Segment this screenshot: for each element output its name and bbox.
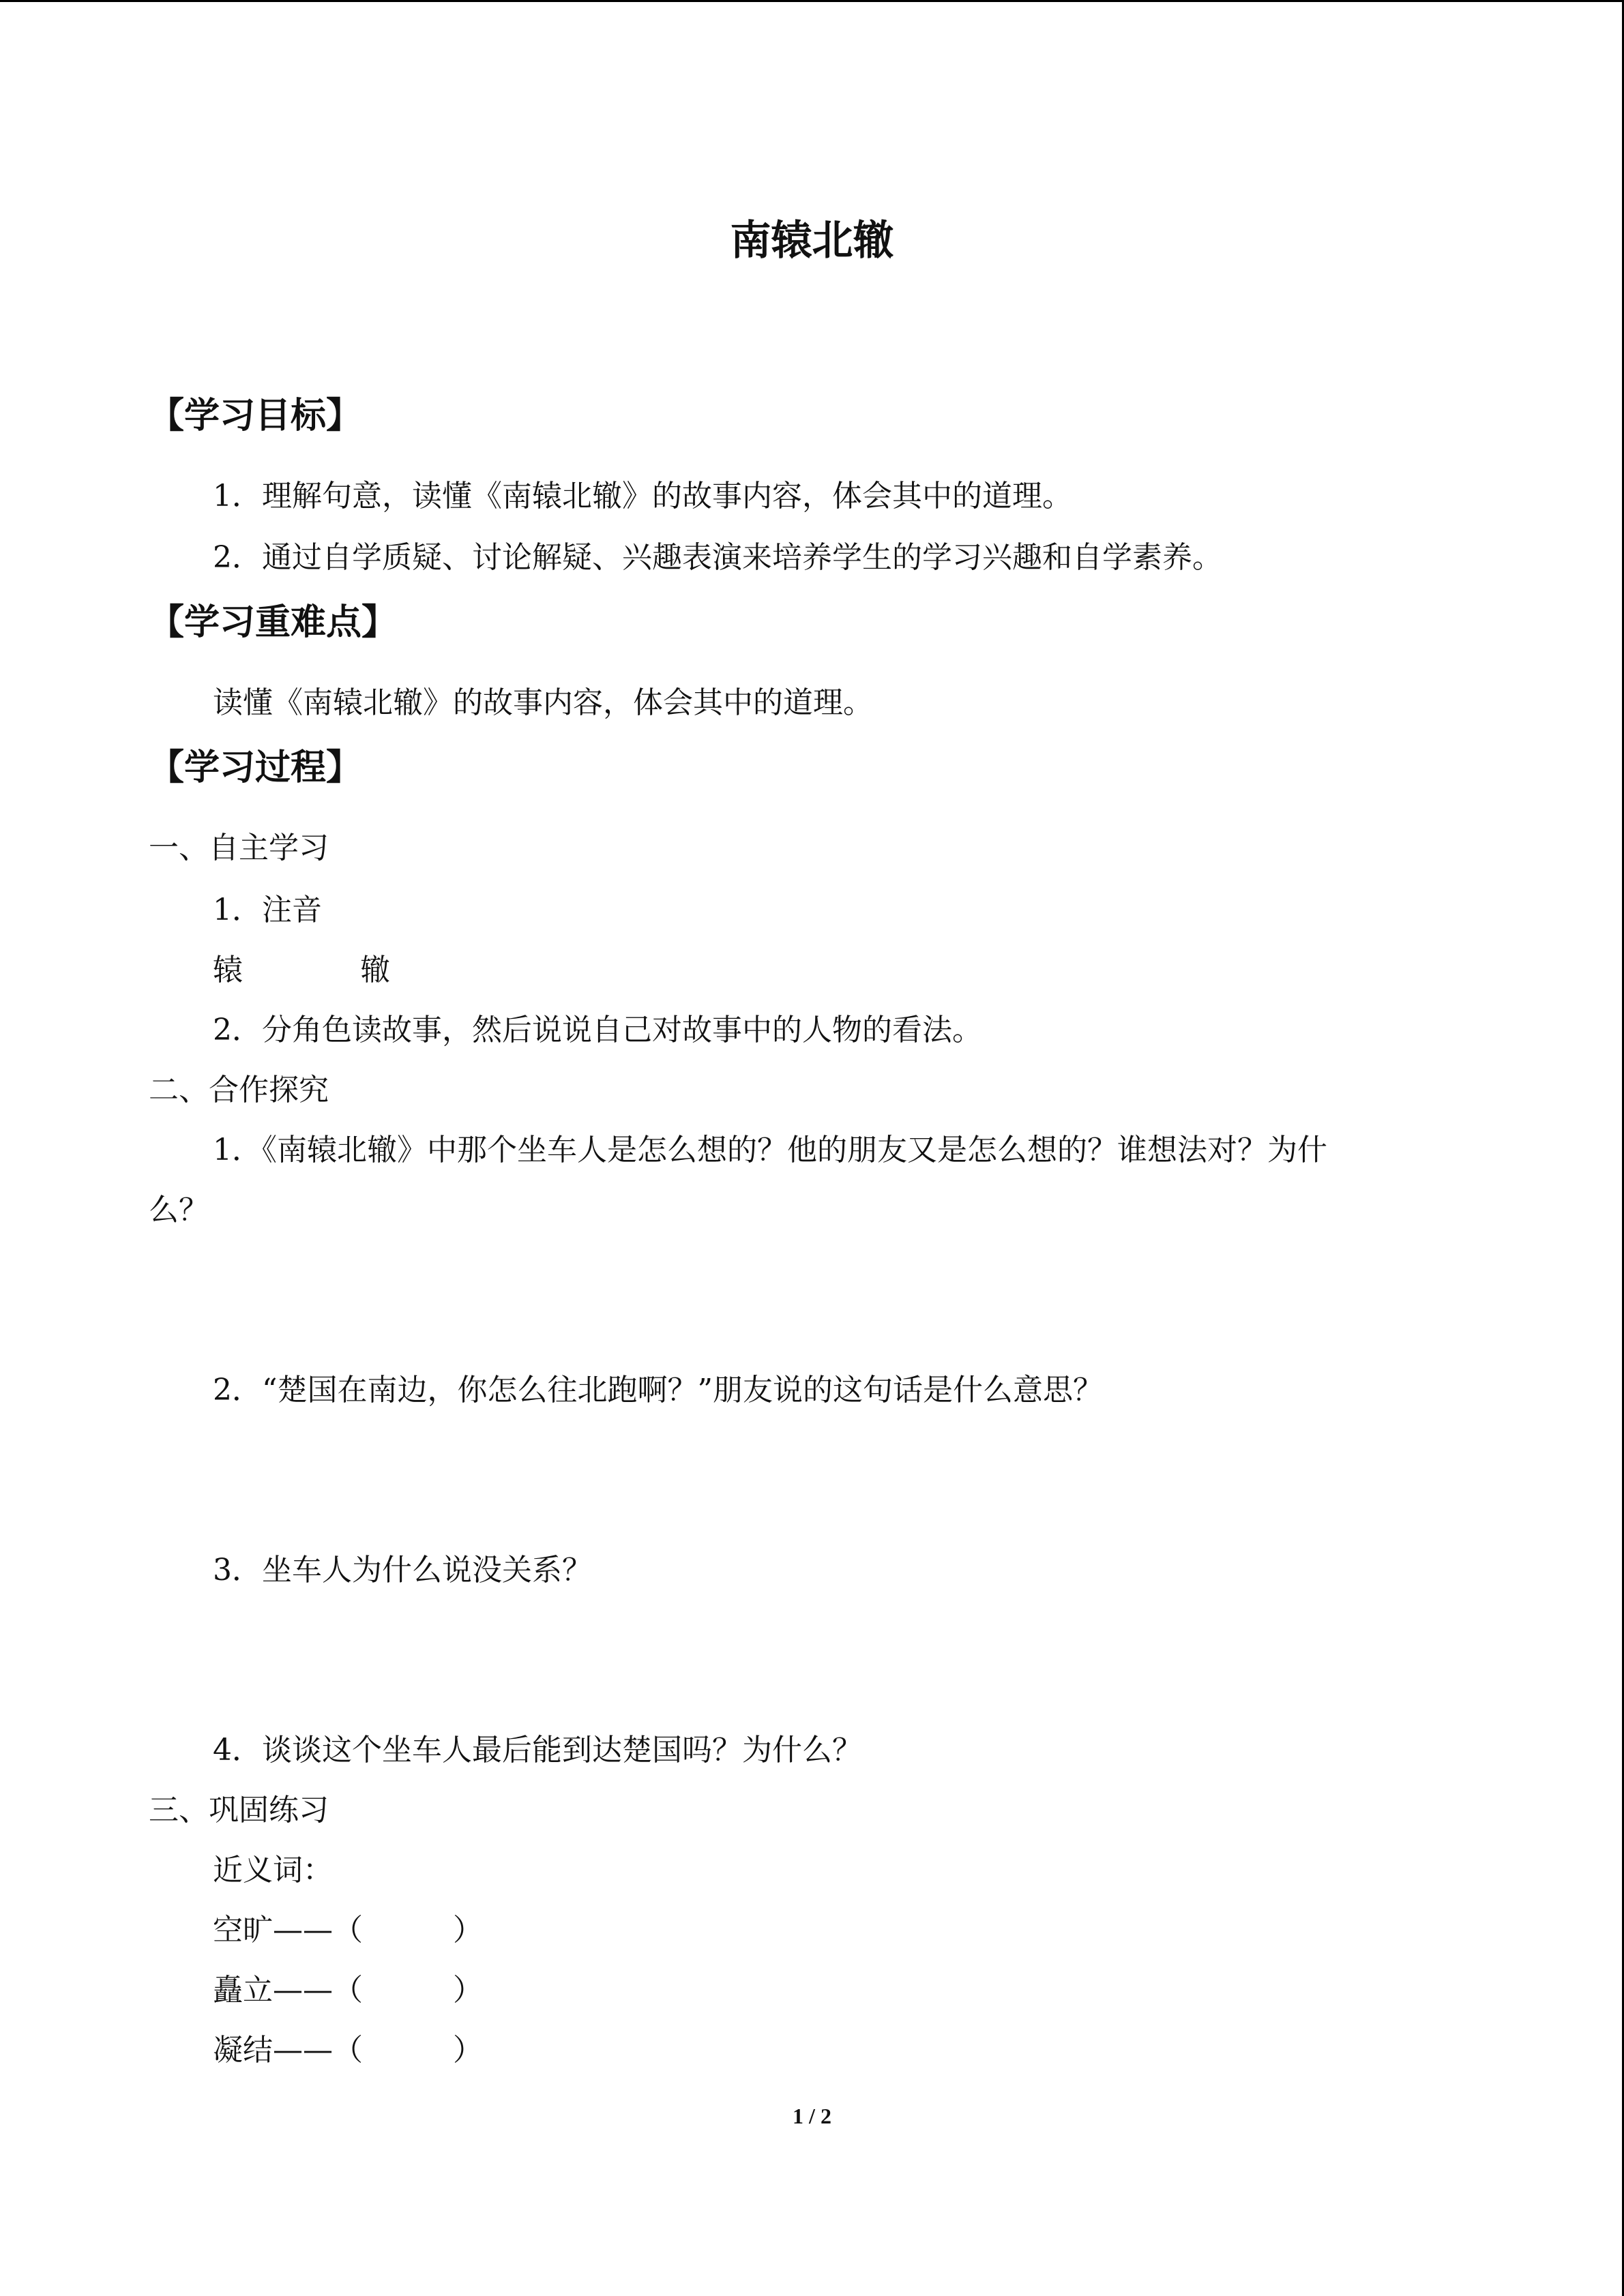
objective-item-2: 2．通过自学质疑、讨论解疑、兴趣表演来培养学生的学习兴趣和自学素养。 — [213, 540, 1222, 575]
section-heading-key-points: 【学习重难点】 — [149, 602, 398, 643]
synonym-item-3: 凝结——（ ） — [213, 2033, 483, 2068]
section-heading-objectives: 【学习目标】 — [149, 396, 362, 436]
part1-item1: 1．注音 — [213, 893, 322, 927]
synonym-label: 近义词： — [213, 1853, 333, 1888]
part2-question-4: 4．谈谈这个坐车人最后能到达楚国吗？为什么？ — [213, 1733, 862, 1768]
part2-question-1-line2: 么？ — [149, 1193, 209, 1227]
page-number: 1 / 2 — [793, 2104, 831, 2128]
part2-question-2: 2．“楚国在南边，你怎么往北跑啊？”朋友说的这句话是什么意思？ — [213, 1373, 1103, 1407]
part3-title: 三、巩固练习 — [149, 1793, 329, 1828]
section-heading-process: 【学习过程】 — [149, 747, 362, 788]
synonym-item-1: 空旷——（ ） — [213, 1913, 483, 1948]
part2-question-1-line1: 1．《南辕北辙》中那个坐车人是怎么想的？他的朋友又是怎么想的？谁想法对？为什 — [213, 1133, 1327, 1167]
pinyin-char-1: 辕 — [213, 953, 243, 987]
page-title: 南辕北辙 — [730, 217, 894, 265]
pinyin-char-2: 辙 — [360, 953, 390, 987]
part2-question-3: 3．坐车人为什么说没关系？ — [213, 1553, 592, 1587]
objective-item-1: 1．理解句意，读懂《南辕北辙》的故事内容，体会其中的道理。 — [213, 479, 1072, 513]
part2-title: 二、合作探究 — [149, 1073, 329, 1107]
part1-title: 一、自主学习 — [149, 831, 329, 865]
synonym-item-2: 矗立——（ ） — [213, 1973, 483, 2008]
key-points-text: 读懂《南辕北辙》的故事内容，体会其中的道理。 — [213, 685, 873, 720]
part1-item2: 2．分角色读故事，然后说说自己对故事中的人物的看法。 — [213, 1013, 982, 1047]
